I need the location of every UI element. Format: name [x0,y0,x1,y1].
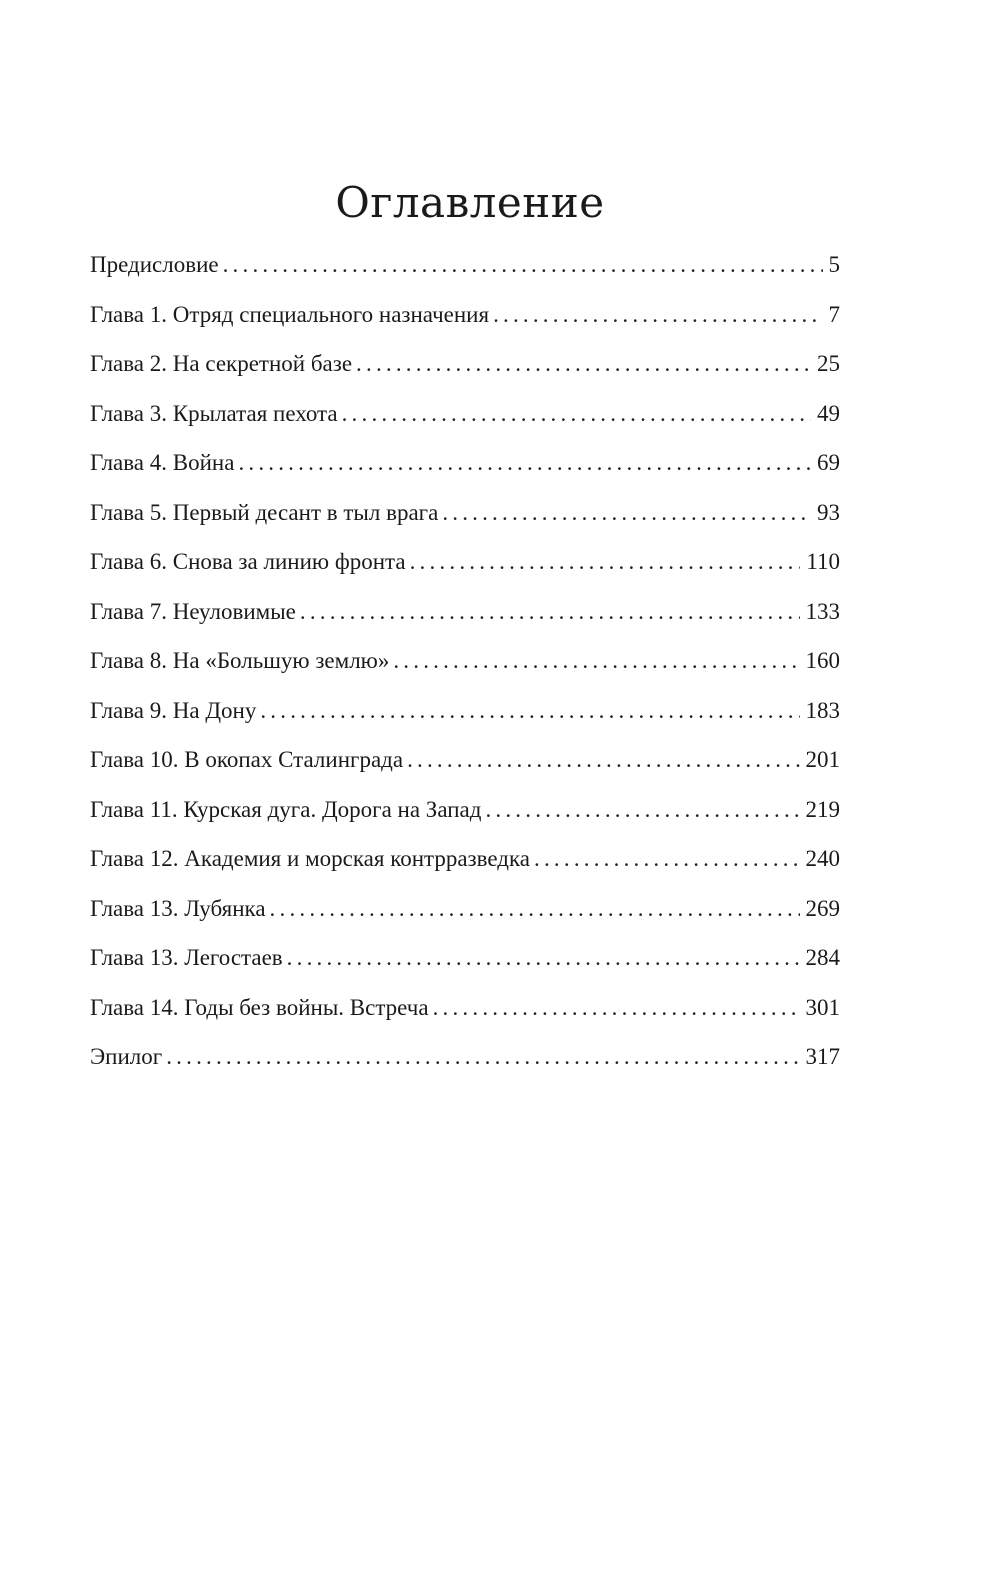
toc-entry-chapter-9 [90,698,840,748]
toc-entry-title: Глава 11. Курская дуга. Дорога на Запад [90,796,482,822]
dot-leader [223,252,823,278]
dot-leader [410,549,801,575]
toc-entry-chapter-10 [90,747,840,797]
toc-entry-chapter-8 [90,648,840,698]
dot-leader [534,846,799,872]
dot-leader [485,797,799,823]
toc-entry-epilogue [90,1044,840,1094]
toc-entry-page: 160 [805,648,840,673]
dot-leader [407,747,799,773]
toc-entry-page: 201 [805,747,840,772]
toc-entry-page: 301 [805,994,840,1020]
toc-entry-chapter-14 [90,995,840,1045]
dot-leader [166,1044,799,1070]
toc-entry-title: Глава 4. Война [90,450,235,475]
toc-entry-chapter-11 [90,797,840,847]
toc-entry-title: Предисловие [90,252,219,277]
toc-entry-preface [90,252,840,302]
toc-entry-title: Глава 13. Легостаев [90,945,283,970]
toc-entry-page: 93 [817,499,840,525]
toc-entry-chapter-13b [90,945,840,995]
dot-leader [356,351,811,377]
dot-leader [287,945,800,971]
toc-entry-chapter-4 [90,450,840,500]
toc-entry-title: Глава 13. Лубянка [90,895,266,921]
toc-entry-page: 69 [817,450,840,475]
toc-entry-page: 269 [805,895,840,921]
table-of-contents [90,252,840,1094]
dot-leader [300,599,800,625]
toc-entry-title: Глава 1. Отряд специального назначения [90,301,490,327]
toc-entry-title: Глава 6. Снова за линию фронта [90,549,406,574]
toc-entry-chapter-1 [90,302,840,352]
dot-leader [442,500,811,526]
toc-entry-page: 133 [805,598,840,624]
toc-entry-page: 284 [805,945,840,970]
toc-entry-title: Глава 9. На Дону [90,697,257,723]
toc-entry-page: 240 [805,846,840,871]
toc-entry-title: Эпилог [90,1044,163,1069]
toc-entry-chapter-12 [90,846,840,896]
toc-entry-chapter-7 [90,599,840,649]
toc-entry-title: Глава 2. На секретной базе [90,351,353,376]
toc-entry-chapter-2 [90,351,840,401]
toc-entry-chapter-6 [90,549,840,599]
dot-leader [260,698,799,724]
dot-leader [433,995,800,1021]
dot-leader [342,401,811,427]
toc-entry-chapter-13a [90,896,840,946]
toc-entry-title: Глава 3. Крылатая пехота [90,400,338,426]
toc-entry-page: 183 [805,697,840,723]
toc-entry-page: 5 [828,252,840,277]
toc-entry-page: 25 [817,351,840,376]
dot-leader [270,896,800,922]
dot-leader [238,450,811,476]
toc-entry-title: Глава 10. В окопах Сталинграда [90,747,404,772]
toc-entry-title: Глава 5. Первый десант в тыл врага [90,499,439,525]
dot-leader [493,302,822,328]
toc-entry-page: 110 [806,549,840,574]
toc-entry-chapter-3 [90,401,840,451]
toc-entry-chapter-5 [90,500,840,550]
toc-entry-title: Глава 14. Годы без войны. Встреча [90,994,429,1020]
dot-leader [393,648,799,674]
toc-entry-title: Глава 8. На «Большую землю» [90,648,390,673]
page-title: Оглавление [335,178,605,228]
toc-entry-page: 7 [828,301,840,327]
toc-entry-page: 317 [805,1044,840,1069]
toc-entry-page: 219 [805,796,840,822]
toc-entry-page: 49 [817,400,840,426]
toc-entry-title: Глава 7. Неуловимые [90,598,296,624]
toc-entry-title: Глава 12. Академия и морская контрразведка [90,846,531,871]
